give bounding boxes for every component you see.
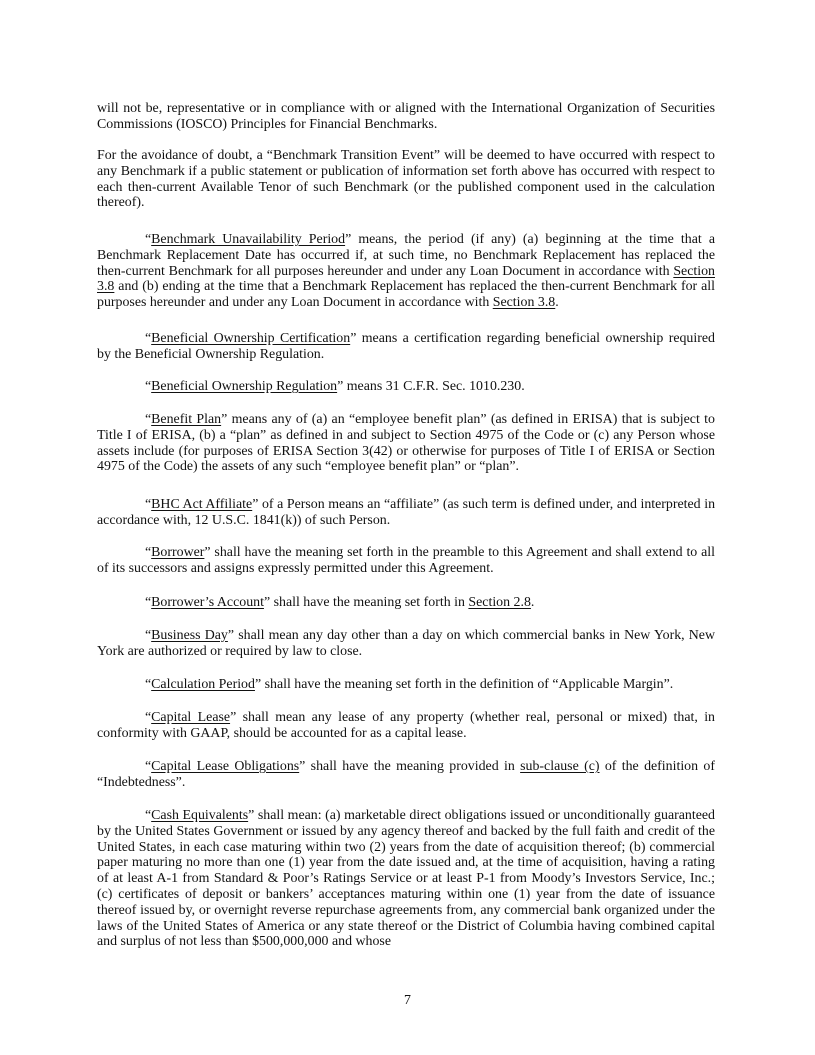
paragraph bbox=[97, 412, 715, 475]
paragraph-text: “ bbox=[145, 545, 152, 560]
paragraph bbox=[97, 677, 715, 693]
paragraph bbox=[97, 379, 715, 395]
defined-term: Capital Lease bbox=[151, 710, 231, 725]
paragraph-text: ” means, the period (if any) (a) beginning at the time that a Benchmark Replacement Date has occurred if, at such time, no Benchmark Replacement has replaced the then-current Benchmark for all purposes hereunder and under any Loan Document in accordance with bbox=[97, 232, 715, 279]
defined-term: Section 3.8 bbox=[97, 263, 715, 295]
paragraph-text: “ bbox=[145, 595, 152, 610]
defined-term: sub-clause (c) bbox=[520, 759, 600, 774]
paragraph-text: “ bbox=[145, 759, 152, 774]
paragraph bbox=[97, 148, 715, 211]
paragraph-text: ” shall mean: (a) marketable direct obligations issued or unconditionally guaranteed by the United States Government or issued by any agency thereof and backed by the full faith and credit of the United States, in each case maturing within two (2) years from the date of acquisition thereof; (b) commercial paper maturing no more than one (1) year from the date issued and, at the time of acquisition, having a rating of at least A-1 from Standard & Poor’s Ratings Service or at least P-1 from Moody’s Investors Service, Inc.; (c) certificates of deposit or bankers’ acceptances maturing within one (1) year from the date of issuance thereof issued by, or overnight reverse repurchase agreements from, any commercial bank organized under the laws of the United States of America or any state thereof or the District of Columbia having combined capital and surplus of not less than $500,000,000 and whose bbox=[97, 808, 715, 950]
defined-term: Business Day bbox=[151, 628, 228, 643]
defined-term: Calculation Period bbox=[151, 677, 255, 692]
paragraph-text: “ bbox=[145, 232, 152, 247]
paragraph bbox=[97, 232, 715, 311]
defined-term: Borrower bbox=[151, 545, 205, 560]
defined-term: BHC Act Affiliate bbox=[151, 497, 253, 512]
paragraph bbox=[97, 595, 715, 611]
paragraph-text: “ bbox=[145, 412, 152, 427]
paragraph-text: ” shall mean any day other than a day on which commercial banks in New York, New York are authorized or required by law to close. bbox=[97, 628, 716, 659]
paragraph-text: “ bbox=[145, 379, 152, 394]
defined-term: Beneficial Ownership Regulation bbox=[151, 379, 338, 394]
paragraph bbox=[97, 628, 715, 660]
paragraph-text: ” shall have the meaning set forth in bbox=[263, 595, 469, 610]
paragraph-text: ” means a certification regarding beneficial ownership required by the Beneficial Ownership Regulation. bbox=[97, 331, 715, 362]
paragraph-text: “ bbox=[145, 497, 152, 512]
paragraph bbox=[97, 101, 715, 133]
defined-term: Benchmark Unavailability Period bbox=[151, 232, 346, 247]
paragraph bbox=[97, 759, 715, 791]
paragraph bbox=[97, 710, 715, 742]
defined-term: Cash Equivalents bbox=[151, 808, 249, 823]
paragraph-text: ” shall have the meaning provided in bbox=[299, 759, 521, 774]
paragraph bbox=[97, 497, 715, 529]
paragraph-text: “ bbox=[145, 331, 152, 346]
paragraph-text: and (b) ending at the time that a Benchmark Replacement has replaced the then-current Benchmark for all purposes hereunder and under any Loan Document in accordance with bbox=[97, 279, 715, 311]
paragraph-text: For the avoidance of doubt, a “Benchmark Transition Event” will be deemed to have occurred with respect to any Benchmark if a public statement or publication of information set forth above has occurred with respect to each then-current Available Tenor of such Benchmark (or the published component used in the calculation thereof). bbox=[97, 148, 715, 211]
paragraph-text: ” shall have the meaning set forth in the definition of “Applicable Margin”. bbox=[254, 677, 674, 692]
defined-term: Borrower’s Account bbox=[151, 595, 264, 610]
paragraph-text: “ bbox=[145, 710, 152, 725]
paragraph-text: ” shall have the meaning set forth in the preamble to this Agreement and shall extend to all of its successors and assigns expressly permitted under this Agreement. bbox=[97, 545, 715, 576]
paragraph bbox=[97, 808, 715, 950]
paragraph-text: . bbox=[555, 295, 559, 311]
defined-term: Beneficial Ownership Certification bbox=[151, 331, 351, 346]
defined-term: Capital Lease Obligations bbox=[151, 759, 300, 774]
paragraph-text: . bbox=[530, 595, 535, 610]
paragraph-text: ” means any of (a) an “employee benefit plan” (as defined in ERISA) that is subject to Title I of ERISA, (b) a “plan” as defined in and subject to Section 4975 of the Code or (c) any Person whose assets include (for purposes of ERISA Section 3(42) or otherwise for purposes of Title I of ERISA or Section 4975 of the Code) the assets of any such “employee benefit plan” or “plan”. bbox=[97, 412, 715, 475]
paragraph bbox=[97, 331, 715, 363]
paragraph-text: ” shall mean any lease of any property (whether real, personal or mixed) that, in conformity with GAAP, should be accounted for as a capital lease. bbox=[97, 710, 715, 741]
page-number: 7 bbox=[404, 993, 411, 1008]
paragraph-text: “ bbox=[145, 808, 152, 823]
paragraph-text: “ bbox=[145, 628, 152, 643]
defined-term: Section 3.8 bbox=[492, 295, 556, 311]
paragraph-text: ” means 31 C.F.R. Sec. 1010.230. bbox=[337, 379, 525, 394]
defined-term: Benefit Plan bbox=[151, 412, 222, 427]
paragraph-text: ” of a Person means an “affiliate” (as such term is defined under, and interpreted in accordance with, 12 U.S.C. 1841(k)) of such Person. bbox=[97, 497, 716, 528]
defined-term: Section 2.8 bbox=[468, 595, 531, 610]
paragraph-text: of the definition of “Indebtedness”. bbox=[97, 759, 715, 790]
paragraph-text: “ bbox=[145, 677, 152, 692]
paragraph bbox=[97, 545, 715, 577]
paragraph-text: will not be, representative or in compliance with or aligned with the International Organization of Securities Commissions (IOSCO) Principles for Financial Benchmarks. bbox=[97, 101, 715, 132]
